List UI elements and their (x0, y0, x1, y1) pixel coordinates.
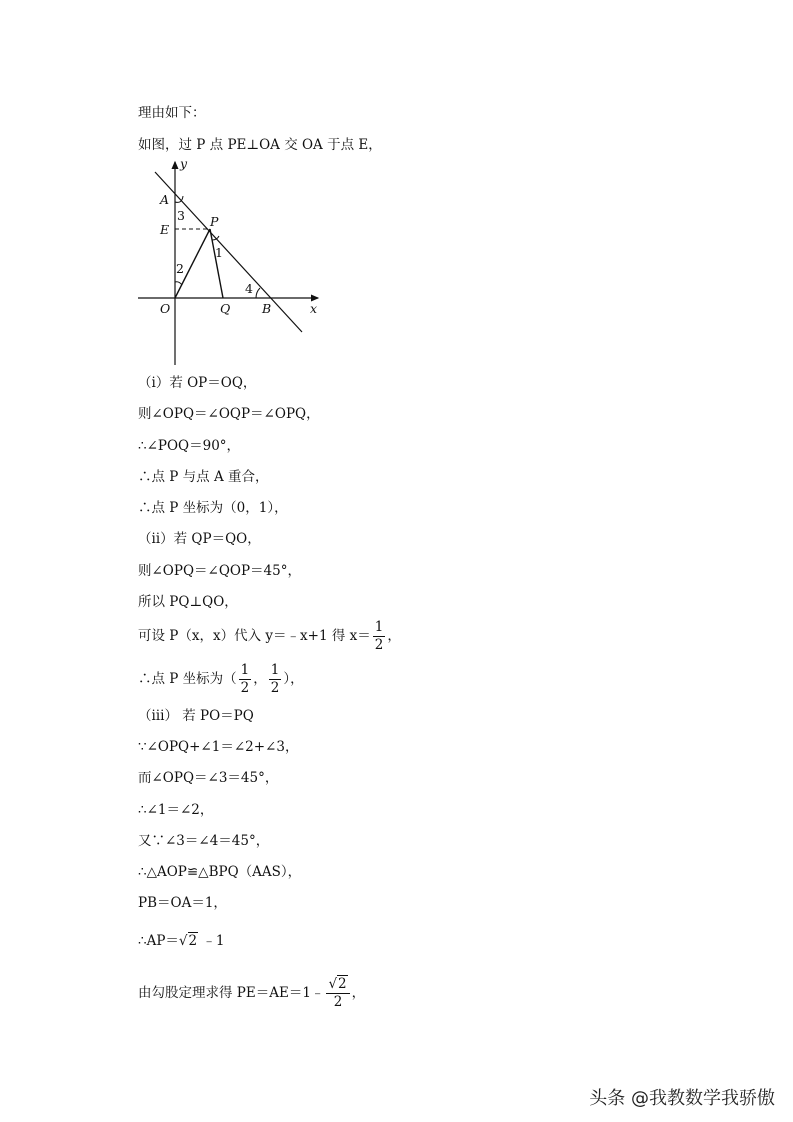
sqrt-radicand: 2 (188, 933, 198, 949)
fraction-numerator: 1 (240, 662, 250, 678)
text-line-17: 又∵∠3＝∠4＝45°， (138, 833, 270, 849)
label-p: P (210, 214, 219, 229)
text-line-4: 则∠OPQ＝∠OQP＝∠OPQ， (138, 406, 320, 422)
text-line-15: 而∠OPQ＝∠3＝45°， (138, 770, 279, 786)
fraction-one-half (239, 662, 252, 697)
text-line-1: 理由如下： (138, 105, 206, 121)
label-angle-3: 3 (177, 208, 185, 223)
label-a: A (160, 192, 170, 207)
text-line-10: 所以 PQ⊥QO， (138, 594, 238, 610)
fraction-denominator: 2 (333, 994, 343, 1010)
text-line-19: PB＝OA＝1， (138, 895, 227, 911)
text-line-21 (138, 976, 365, 1011)
text-line-11 (138, 619, 401, 654)
angle-2-arc (175, 282, 182, 285)
text-line-20 (138, 932, 225, 950)
fraction-denominator: 2 (270, 680, 280, 696)
text-line-18: ∴△AOP≌△BPQ（AAS）， (138, 864, 302, 880)
geometry-figure (138, 160, 338, 370)
text-line-9: 则∠OPQ＝∠QOP＝45°， (138, 563, 301, 579)
fraction-one-half (269, 662, 282, 697)
text-line-2: 如图，过 P 点 PE⊥OA 交 OA 于点 E， (138, 137, 382, 153)
text-line-7: ∴点 P 坐标为（0，1）， (138, 500, 288, 516)
text-line-13: （ⅲ） 若 PO＝PQ (138, 708, 254, 724)
text-line-12 (138, 662, 304, 697)
text-line-5: ∴∠POQ＝90°， (138, 438, 241, 454)
line-12-text: ∴点 P 坐标为（ (138, 671, 237, 687)
watermark: 头条 @我教数学我骄傲 (589, 1088, 775, 1109)
label-o: O (160, 301, 171, 316)
line-11-end: ， (387, 628, 401, 644)
text-line-16: ∴∠1＝∠2， (138, 802, 214, 818)
label-angle-4: 4 (245, 281, 253, 296)
label-y: y (180, 160, 188, 171)
label-angle-1: 1 (215, 245, 223, 260)
fraction-one-half (373, 619, 386, 654)
label-q: Q (220, 301, 231, 316)
fraction-numerator: 1 (270, 662, 280, 678)
label-e: E (160, 222, 170, 237)
angle-4-arc (256, 288, 260, 298)
fraction-sqrt2-over-2 (326, 976, 349, 1011)
label-x: x (310, 301, 318, 316)
line-21-end: ， (351, 985, 366, 1001)
sqrt-sign: √ (328, 976, 338, 992)
fraction-denominator: 2 (240, 680, 250, 696)
line-12-sep: ， (253, 671, 267, 687)
text-line-3: （ⅰ）若 OP＝OQ， (138, 375, 257, 391)
text-line-8: （ⅱ）若 QP＝QO， (138, 531, 261, 547)
fraction-numerator (326, 976, 349, 994)
sqrt-radicand: 2 (338, 976, 347, 992)
line-12-end: ）， (283, 671, 304, 687)
sqrt-sign: √ (178, 933, 188, 949)
sqrt-two (328, 976, 347, 993)
text-line-14: ∵∠OPQ+∠1＝∠2+∠3， (138, 739, 299, 755)
line-20-text: ∴AP＝ (138, 933, 179, 949)
sqrt-two (179, 932, 198, 950)
line-21-text: 由勾股定理求得 PE＝AE＝1﹣ (138, 985, 325, 1001)
label-angle-2: 2 (176, 261, 184, 276)
line-20-rest: ﹣1 (198, 933, 225, 949)
label-b: B (262, 301, 272, 316)
text-line-6: ∴点 P 与点 A 重合， (138, 469, 269, 485)
fraction-denominator: 2 (374, 637, 384, 653)
line-11-text: 可设 P（x，x）代入 y＝﹣x+1 得 x＝ (138, 628, 371, 644)
fraction-numerator: 1 (374, 619, 384, 635)
